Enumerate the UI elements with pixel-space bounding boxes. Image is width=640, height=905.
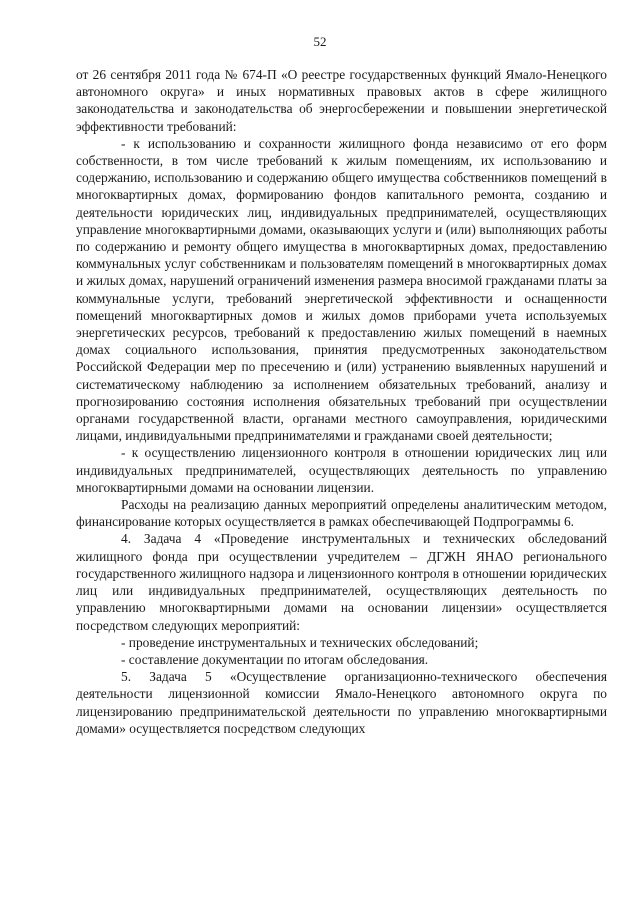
paragraph-task-4-item-2: - составление документации по итогам обследования. (121, 651, 429, 667)
paragraph-task-4: 4. Задача 4 «Проведение инструментальных и технических обследований жилищного фонда при осуществлении учредителем – ДГЖН ЯНАО регионального государственного жилищного надзора и лицензионного контроля в отношении юридических лиц или индивидуальных предпринимателей, осуществляющих деятельность по управлению многоквартирными домами на основании лицензии» осуществляется посредством следующих мероприятий: (76, 531, 607, 633)
paragraph-license-control: - к осуществлению лицензионного контроля в отношении юридических лиц или индивидуальных предпринимателей, осуществляющих деятельность по управлению многоквартирными домами на основании лицензии. (76, 445, 607, 495)
paragraph-housing-requirements: - к использованию и сохранности жилищного фонда независимо от его форм собственности, в том числе требований к жилым помещениям, их использованию и содержанию, использованию и содержанию общего имущества собственников помещений в многоквартирных домах, формированию фондов капитального ремонта, созданию и деятельности юридических лиц, индивидуальных предпринимателей, осуществляющих управление многоквартирными домами, оказывающих услуги и (или) выполняющих работы по содержанию и ремонту общего имущества в многоквартирных домах, предоставлению коммунальных услуг собственникам и пользователям помещений в многоквартирных домах и жилых домах, нарушений ограничений изменения размера вносимой гражданами платы за коммунальные услуги, требований энергетической эффективности и оснащенности помещений многоквартирных домов и жилых домов приборами учета используемых энергетических ресурсов, требований к предоставлению жилых помещений в наемных домах социального использования, принятия предусмотренных законодательством Российской Федерации мер по пресечению и (или) устранению выявленных нарушений и систематическому наблюдению за исполнением обязательных требований, анализу и прогнозированию состояния исполнения обязательных требований при осуществлении органами государственной власти, органами местного самоуправления, юридическими лицами, индивидуальными предпринимателями и гражданами своей деятельности; (76, 135, 607, 444)
paragraph-intro: от 26 сентября 2011 года № 674-П «О реестре государственных функций Ямало-Ненецкого автономного округа» и иных нормативных правовых актов в сфере жилищного законодательства и законодательства об энергосбережении и повышении энергетической эффективности требований: (76, 67, 607, 134)
document-body (76, 66, 607, 737)
paragraph-task-5: 5. Задача 5 «Осуществление организационно-технического обеспечения деятельности лицензионной комиссии Ямало-Ненецкого автономного округа по лицензированию предпринимательской деятельности по управлению многоквартирными домами» осуществляется посредством следующих (76, 669, 607, 736)
paragraph-expenses: Расходы на реализацию данных мероприятий определены аналитическим методом, финансирование которых осуществляется в рамках обеспечивающей Подпрограммы 6. (76, 497, 607, 530)
page-number: 52 (313, 34, 327, 49)
paragraph-task-4-item-1: - проведение инструментальных и технических обследований; (121, 634, 479, 650)
